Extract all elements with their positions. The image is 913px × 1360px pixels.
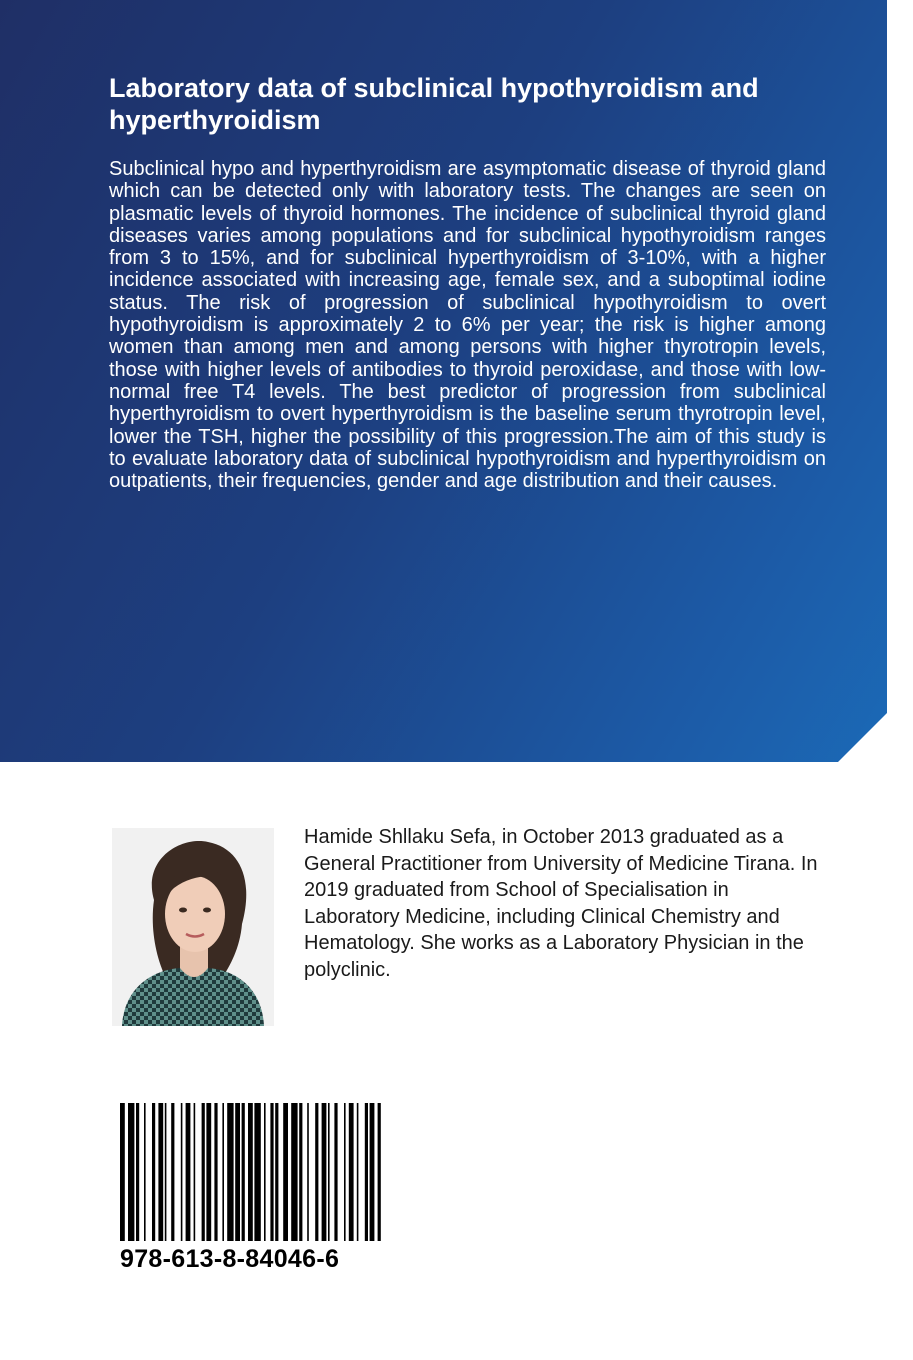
barcode-bar — [171, 1103, 174, 1241]
barcode-bar — [186, 1103, 191, 1241]
barcode-bar — [334, 1103, 337, 1241]
barcode-bar — [365, 1103, 368, 1241]
barcode-bar — [227, 1103, 233, 1241]
barcode-bar — [328, 1103, 330, 1241]
barcode-bar — [194, 1103, 196, 1241]
barcode-bar — [202, 1103, 205, 1241]
barcode-bar — [222, 1103, 224, 1241]
barcode-bar — [307, 1103, 309, 1241]
barcode-bar — [275, 1103, 278, 1241]
barcode-bar — [165, 1103, 167, 1241]
barcode-bar — [344, 1103, 346, 1241]
barcode-bar — [291, 1103, 297, 1241]
barcode-bar — [206, 1103, 211, 1241]
barcode-bar — [128, 1103, 134, 1241]
author-bio: Hamide Shllaku Sefa, in October 2013 graduated as a General Practitioner from University of Medicine Tirana. In 2019 graduated from School of Specialisation in Laboratory Medicine, including Clinical Chemistry and Hematology. She works as a Laboratory Physician in the polyclinic. — [304, 826, 818, 981]
barcode-bar — [378, 1103, 381, 1241]
barcode-bar — [270, 1103, 273, 1241]
barcode-bar — [120, 1103, 125, 1241]
barcode-bar — [158, 1103, 163, 1241]
barcode-bar — [144, 1103, 146, 1241]
book-title: Laboratory data of subclinical hypothyroidism and hyperthyroidism — [109, 73, 759, 135]
barcode-bar — [214, 1103, 217, 1241]
author-portrait-image — [112, 828, 274, 1026]
barcode-bar — [264, 1103, 266, 1241]
barcode-bar — [370, 1103, 375, 1241]
barcode-bar — [152, 1103, 155, 1241]
isbn-barcode — [120, 1103, 382, 1241]
barcode-bar — [357, 1103, 359, 1241]
barcode-bar — [181, 1103, 183, 1241]
isbn-number: 978-613-8-84046-6 — [120, 1245, 340, 1273]
barcode-bar — [136, 1103, 139, 1241]
book-summary: Subclinical hypo and hyperthyroidism are asymptomatic disease of thyroid gland which can be detected only with laboratory tests. The changes are seen on plasmatic levels of thyroid hormones. The incidence of subclinical thyroid gland diseases varies among populations and for subclinical hypothyroidism ranges from 3 to 15%, and for subclinical hyperthyroidism of 3-10%, with a higher incidence associated with increasing age, female sex, and a suboptimal iodine status. The risk of progression of subclinical hypothyroidism to overt hypothyroidism is approximately 2 to 6% per year; the risk is higher among women than among men and among persons with higher thyrotropin levels, those with higher levels of antibodies to thyroid peroxidase, and those with low-normal free T4 levels. The best predictor of progression from subclinical hyperthyroidism to overt hyperthyroidism is the baseline serum thyrotropin level, lower the TSH, higher the possibility of this progression.The aim of this study is to evaluate laboratory data of subclinical hypothyroidism and hyperthyroidism on outpatients, their frequencies, gender and age distribution and their causes. — [109, 158, 826, 493]
barcode-bar — [349, 1103, 354, 1241]
barcode-bar — [322, 1103, 327, 1241]
barcode-bar — [242, 1103, 245, 1241]
barcode-bar — [235, 1103, 240, 1241]
author-photo — [112, 828, 274, 1026]
barcode-bar — [254, 1103, 260, 1241]
barcode-bar — [315, 1103, 318, 1241]
barcode-bar — [283, 1103, 288, 1241]
barcode-bar — [248, 1103, 253, 1241]
barcode-bar — [299, 1103, 302, 1241]
